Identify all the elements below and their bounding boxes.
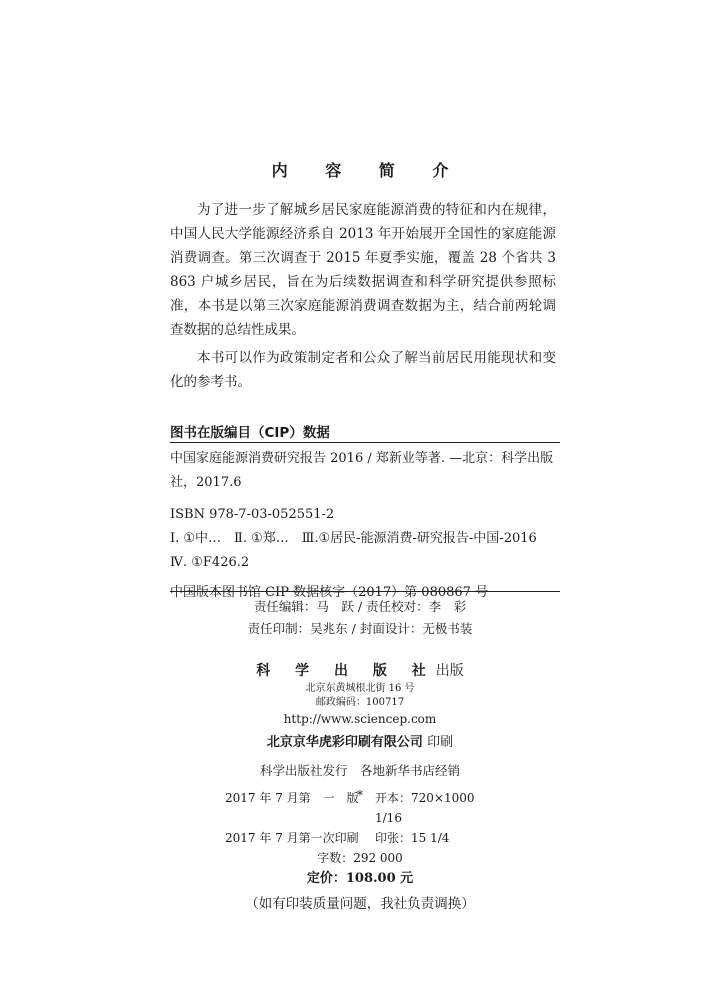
imprint-note: （如有印装质量问题，我社负责调换） (245, 896, 475, 912)
publisher-address: 北京东黄城根北街 16 号 (305, 683, 415, 694)
separator-star: * (357, 788, 363, 802)
imprint-printing: 2017 年 7 月第一次印刷 (225, 831, 359, 845)
imprint-word-count: 字数：292 000 (317, 851, 403, 865)
printer-name: 北京京华虎彩印刷有限公司 (266, 735, 423, 750)
imprint-sheets: 印张：15 1/4 (375, 831, 450, 845)
credit-production-line: 责任印制：吴兆东 / 封面设计：无极书装 (247, 621, 473, 636)
summary-paragraph-1: 为了进一步了解城乡居民家庭能源消费的特征和内在规律，中国人民大学能源经济系自 2013 年开始展开全国性的家庭能源消费调查。第三次调查于 2015 年夏季实施，覆盖 28 个省共 3 863 户城乡居民，旨在为后续数据调查和科学研究提供参照标准，本书是以第三次家庭能源消费调查数据为主，结合前两轮调查数据的总结性成果。 (170, 202, 556, 338)
imprint-format: 开本：720×1000 1/16 (375, 791, 487, 825)
imprint-edition: 2017 年 7 月第 一 版 (225, 791, 359, 805)
cip-isbn: ISBN 978-7-03-052551-2 (170, 507, 335, 522)
publisher-name: 科 学 出 版 社 (256, 663, 436, 679)
cip-classification: Ⅰ. ①中… Ⅱ. ①郑… Ⅲ.①居民-能源消费-研究报告-中国-2016 Ⅳ. ①F426.2 (170, 531, 550, 570)
distribution-line: 科学出版社发行 各地新华书店经销 (259, 763, 460, 778)
credits-block (0, 596, 720, 640)
publisher-postcode: 邮政编码：100717 (315, 697, 405, 708)
publisher-url: http://www.sciencep.com (283, 712, 437, 726)
imprint-price: 定价：108.00 元 (306, 871, 414, 886)
cip-record: 中国家庭能源消费研究报告 2016 / 郑新业等著. —北京：科学出版社，2017.6 (170, 451, 554, 490)
summary-section (170, 198, 556, 394)
printer-suffix: 印刷 (427, 735, 454, 750)
publisher-suffix: 出版 (435, 663, 464, 679)
credit-editor-line: 责任编辑：马 跃 / 责任校对：李 彩 (253, 599, 467, 614)
cip-record-block (170, 447, 560, 605)
cip-top-rule (170, 442, 560, 443)
page-title: 内 容 简 介 (271, 161, 465, 180)
summary-paragraph-2: 本书可以作为政策制定者和公众了解当前居民用能现状和变化的参考书。 (170, 350, 556, 390)
imprint-block (0, 788, 720, 916)
cip-approval-number: 中国版本图书馆 CIP 数据核字（2017）第 080867 号 (170, 585, 489, 600)
cip-heading: 图书在版编目（CIP）数据 (170, 425, 330, 441)
publisher-block (0, 660, 720, 802)
cip-bottom-rule (170, 591, 560, 592)
